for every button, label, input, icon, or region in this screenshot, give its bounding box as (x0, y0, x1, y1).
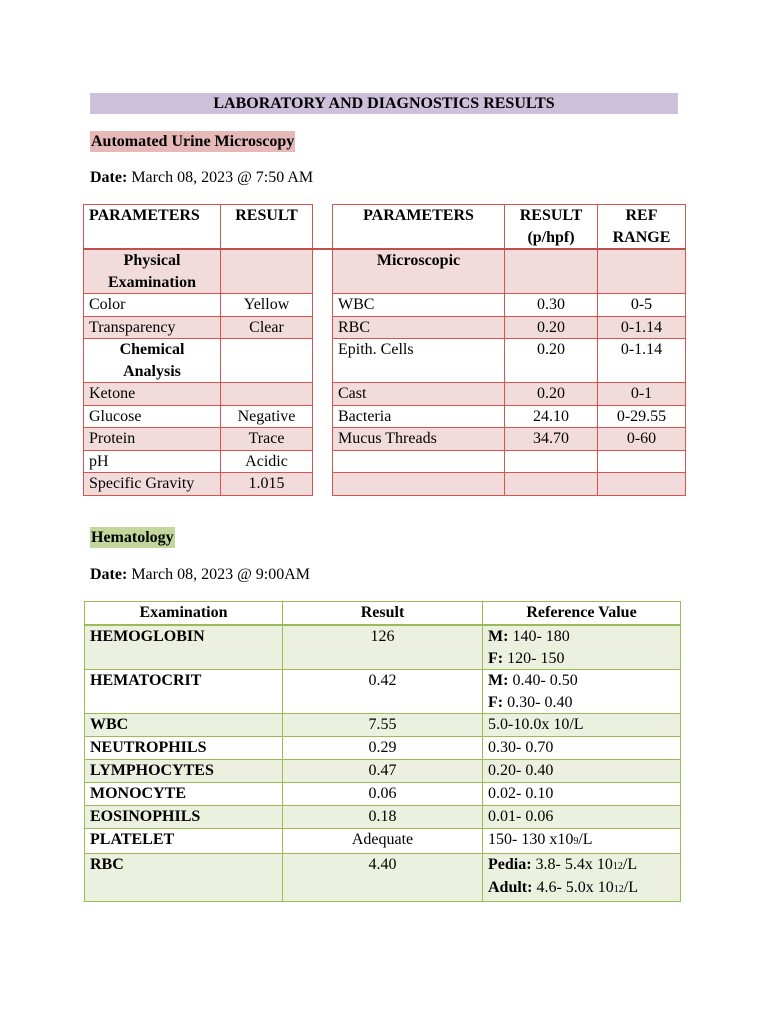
hematology-section-heading: Hematology (91, 529, 174, 546)
col-header-examination: Examination (85, 602, 283, 626)
page-title: LABORATORY AND DIAGNOSTICS RESULTS (90, 93, 678, 114)
col-header-parameters: PARAMETERS (84, 205, 221, 250)
physical-exam-label: Physical Examination (84, 249, 221, 294)
hematology-date-value: March 08, 2023 @ 9:00AM (127, 566, 311, 583)
col-header-result: RESULT (221, 205, 313, 250)
table-row: RBC 4.40 Pedia: 3.8- 5.4x 1012/L Adult: 4.6- 5.0x 1012/L (85, 853, 681, 901)
urine-date (90, 167, 313, 188)
table-row: HEMOGLOBIN 126 M: 140- 180 F: 120- 150 (85, 625, 681, 670)
table-row: MONOCYTE 0.06 0.02- 0.10 (85, 783, 681, 806)
table-row: Specific Gravity 1.015 (84, 473, 686, 496)
urine-date-label: Date: (90, 169, 128, 186)
table-row (84, 249, 686, 294)
hematology-date (90, 564, 310, 585)
table-row: WBC 7.55 5.0-10.0x 10/L (85, 714, 681, 737)
urine-date-value: March 08, 2023 @ 7:50 AM (127, 169, 314, 186)
urine-section-heading: Automated Urine Microscopy (91, 133, 295, 150)
col-header-result: Result (283, 602, 483, 626)
table-row: EOSINOPHILS 0.18 0.01- 0.06 (85, 806, 681, 829)
table-row: HEMATOCRIT 0.42 M: 0.40- 0.50 F: 0.30- 0.40 (85, 670, 681, 714)
table-row: LYMPHOCYTES 0.47 0.20- 0.40 (85, 760, 681, 783)
table-row: Chemical Analysis Epith. Cells 0.20 0-1.14 (84, 339, 686, 383)
table-row: Color Yellow WBC 0.30 0-5 (84, 294, 686, 317)
microscopic-label: Microscopic (333, 249, 505, 294)
col-header-result-phpf: RESULT (p/hpf) (505, 205, 598, 250)
table-row: pH Acidic (84, 450, 686, 473)
table-row: Protein Trace Mucus Threads 34.70 0-60 (84, 428, 686, 451)
hematology-date-label: Date: (90, 566, 128, 583)
col-header-ref-range: REF RANGE (598, 205, 686, 250)
hematology-header-row (85, 602, 681, 626)
table-row: Transparency Clear RBC 0.20 0-1.14 (84, 316, 686, 339)
col-header-parameters-right: PARAMETERS (333, 205, 505, 250)
table-row: PLATELET Adequate 150- 130 x109/L (85, 829, 681, 854)
col-header-reference: Reference Value (483, 602, 681, 626)
table-row: Ketone Cast 0.20 0-1 (84, 383, 686, 406)
urine-table (83, 204, 686, 496)
hematology-table (84, 601, 681, 902)
table-row: NEUTROPHILS 0.29 0.30- 0.70 (85, 737, 681, 760)
chemical-analysis-label: Chemical Analysis (84, 339, 221, 383)
urine-header-row (84, 205, 686, 250)
table-row: Glucose Negative Bacteria 24.10 0-29.55 (84, 405, 686, 428)
